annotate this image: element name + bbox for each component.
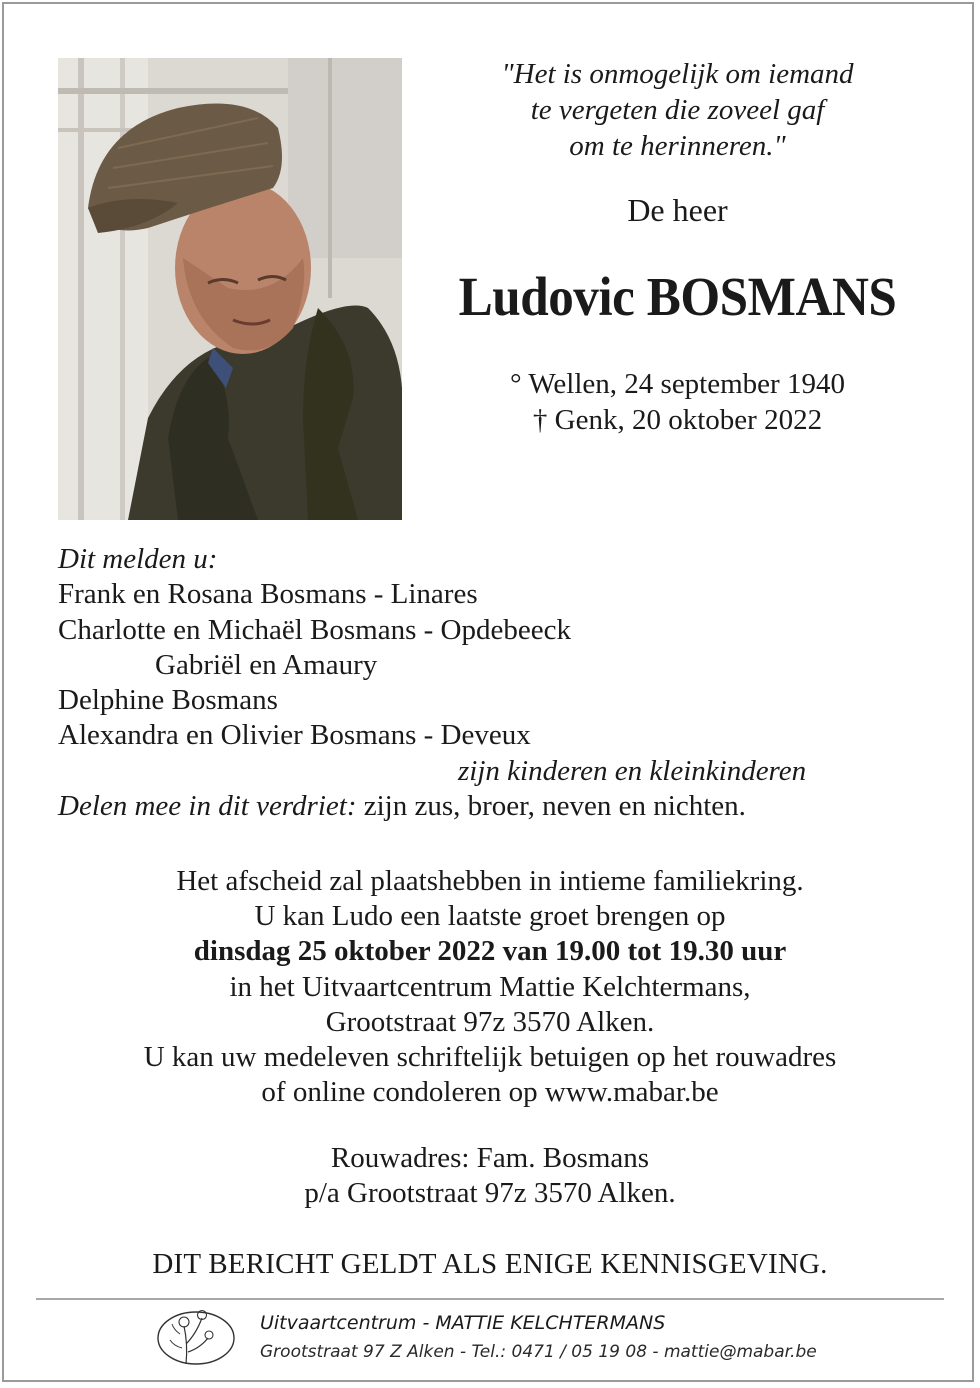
sole-notice: DIT BERICHT GELDT ALS ENIGE KENNISGEVING. <box>152 1248 828 1280</box>
share-text: zijn zus, broer, neven en nichten. <box>356 790 746 823</box>
family-intro: Dit melden u: <box>58 543 218 575</box>
farewell-line: U kan Ludo een laatste groet brengen op <box>254 900 726 933</box>
footer-divider <box>36 1298 944 1300</box>
portrait-image <box>58 58 402 520</box>
honorific: De heer <box>627 192 728 228</box>
quote-line: om te herinneren." <box>569 130 786 162</box>
share-grief-line <box>58 789 938 824</box>
address-line: p/a Grootstraat 97z 3570 Alken. <box>304 1177 676 1210</box>
quote-line: te vergeten die zoveel gaf <box>530 94 825 126</box>
family-member: Charlotte en Michaël Bosmans - Opdebeeck <box>58 613 571 646</box>
farewell-line: U kan uw medeleven schriftelijk betuigen op het rouwadres <box>143 1041 837 1074</box>
address-line: Rouwadres: Fam. Bosmans <box>330 1142 650 1174</box>
flower-logo-icon <box>156 1304 238 1366</box>
portrait-photo <box>58 58 402 520</box>
quote-line: "Het is onmogelijk om iemand <box>501 58 854 90</box>
deceased-name: Ludovic BOSMANS <box>458 266 897 327</box>
condolence-line: of online condoleren op www.mabar.be <box>261 1076 719 1109</box>
funeral-home-contact: Grootstraat 97 Z Alken - Tel.: 0471 / 05 19 08 - mattie@mabar.be <box>260 1342 817 1362</box>
farewell-info <box>30 864 950 1110</box>
family-announcement <box>58 542 938 824</box>
mourning-address <box>30 1141 950 1211</box>
family-member: Alexandra en Olivier Bosmans - Deveux <box>58 719 531 752</box>
family-member: Delphine Bosmans <box>58 684 278 717</box>
family-member: Frank en Rosana Bosmans - Linares <box>58 578 478 611</box>
death-line: † Genk, 20 oktober 2022 <box>532 404 823 436</box>
family-relation: zijn kinderen en kleinkinderen <box>458 754 807 787</box>
share-label: Delen mee in dit verdriet: <box>58 790 357 823</box>
funeral-home-name: Uitvaartcentrum - MATTIE KELCHTERMANS <box>260 1312 666 1334</box>
farewell-date: dinsdag 25 oktober 2022 van 19.00 tot 19.30 uur <box>193 935 787 968</box>
farewell-line: Grootstraat 97z 3570 Alken. <box>325 1005 655 1038</box>
life-dates <box>440 366 915 438</box>
birth-line: ° Wellen, 24 september 1940 <box>510 368 845 400</box>
farewell-line: Het afscheid zal plaatshebben in intieme familiekring. <box>176 865 804 897</box>
farewell-line: in het Uitvaartcentrum Mattie Kelchtermans, <box>229 970 751 1003</box>
memorial-quote <box>440 56 915 164</box>
grandchildren: Gabriël en Amaury <box>155 648 378 681</box>
